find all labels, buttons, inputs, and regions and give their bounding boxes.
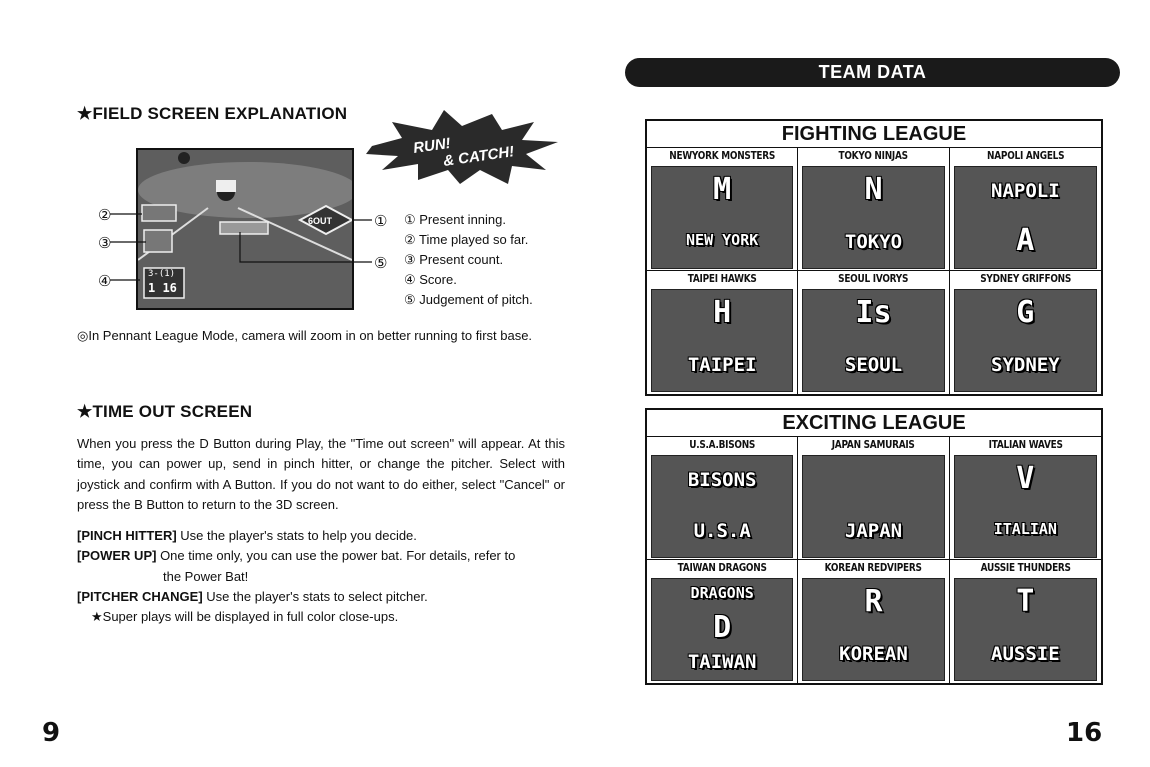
- team-name: JAPAN SAMURAIS: [832, 439, 915, 451]
- team-logo-text: U.S.A: [693, 519, 751, 542]
- team-name: NAPOLI ANGELS: [986, 150, 1064, 162]
- def-power-up: [77, 546, 567, 566]
- team-logo-text: SEOUL: [844, 353, 903, 376]
- legend-item: ② Time played so far.: [404, 232, 529, 247]
- team-grid: [647, 148, 1101, 394]
- def-text: Use the player's stats to select pitcher.: [202, 588, 428, 604]
- team-logo: [651, 289, 793, 392]
- timeout-options: [77, 526, 567, 627]
- callout-4: ④: [98, 273, 112, 290]
- def-pitcher-change: [77, 587, 567, 607]
- run-catch-burst: [362, 108, 560, 186]
- team-logo: [802, 166, 944, 269]
- team-name: SEOUL IVORYS: [838, 273, 909, 285]
- team-cell: [798, 271, 949, 394]
- team-cell: [647, 560, 798, 683]
- field-screen-heading: ★FIELD SCREEN EXPLANATION: [77, 104, 348, 123]
- burst-line2: & CATCH!: [442, 143, 516, 170]
- team-cell: [798, 148, 949, 271]
- league-title: EXCITING LEAGUE: [647, 410, 1101, 437]
- legend-item: ③ Present count.: [404, 252, 504, 267]
- team-logo-text: ITALIAN: [993, 519, 1057, 538]
- team-cell: [950, 271, 1101, 394]
- super-plays-note: ★Super plays will be displayed in full color close-ups.: [91, 609, 399, 625]
- legend-item: ④ Score.: [404, 272, 457, 287]
- league-title: FIGHTING LEAGUE: [647, 121, 1101, 148]
- team-name: KOREAN REDVIPERS: [824, 562, 923, 574]
- count-indicator: 3-(1): [148, 269, 176, 279]
- team-name: ITALIAN WAVES: [988, 439, 1063, 451]
- team-logo-text: TAIWAN: [687, 651, 757, 674]
- team-logo-text: R: [864, 584, 883, 620]
- team-logo-text: NAPOLI: [991, 180, 1060, 203]
- team-logo: [954, 455, 1097, 558]
- team-grid: [647, 437, 1101, 683]
- team-name: U.S.A.BISONS: [689, 439, 756, 451]
- def-term: [POWER UP]: [77, 548, 157, 564]
- score-indicator: 1 16: [148, 281, 177, 295]
- team-logo-text: T: [1016, 584, 1035, 620]
- team-logo-text: KOREAN: [839, 642, 908, 665]
- team-logo: [954, 578, 1097, 681]
- timeout-body: When you press the D Button during Play, the "Time out screen" will appear. At this time, you can power up, send in pinch hitter, or change the pitcher. Select with joystick and confirm with A Button. If you do not want to do either, select "Cancel" or press the B Button to return to the 3D screen.: [77, 436, 565, 512]
- legend-item: ⑤ Judgement of pitch.: [404, 292, 533, 307]
- team-logo-text: M: [713, 172, 732, 208]
- team-cell: [950, 437, 1101, 560]
- burst-line1: RUN!: [412, 134, 452, 157]
- team-name: TAIPEI HAWKS: [687, 273, 757, 285]
- team-name: TAIWAN DRAGONS: [677, 562, 767, 574]
- def-pinch-hitter: [77, 526, 567, 546]
- page-number-right: 16: [1066, 718, 1103, 748]
- team-logo: [802, 578, 944, 681]
- team-cell: [798, 560, 949, 683]
- def-text: One time only, you can use the power bat. For details, refer to: [156, 548, 516, 564]
- team-logo-text: V: [1016, 461, 1035, 497]
- team-name: AUSSIE THUNDERS: [980, 562, 1071, 574]
- team-logo-text: DRAGONS: [690, 583, 754, 602]
- team-cell: [950, 148, 1101, 271]
- team-logo: [954, 289, 1097, 392]
- team-logo-text: JAPAN: [844, 519, 903, 542]
- team-name: SYDNEY GRIFFONS: [979, 273, 1071, 285]
- team-logo: [802, 455, 944, 558]
- team-cell: [647, 437, 798, 560]
- team-name: NEWYORK MONSTERS: [669, 150, 776, 162]
- field-legend: [404, 210, 533, 310]
- league-fighting: [645, 119, 1103, 396]
- team-cell: [950, 560, 1101, 683]
- team-logo: [651, 578, 793, 681]
- team-logo: [651, 166, 793, 269]
- team-logo-text: NEW YORK: [686, 230, 759, 249]
- callout-2: ②: [98, 207, 112, 224]
- callout-lines: [90, 200, 400, 300]
- inning-indicator: 6OUT: [308, 216, 333, 226]
- callout-5: ⑤: [374, 255, 388, 272]
- pennant-note: ◎In Pennant League Mode, camera will zoom in on better running to first base.: [77, 328, 533, 343]
- def-text: the Power Bat!: [163, 568, 249, 584]
- team-name: TOKYO NINJAS: [838, 150, 909, 162]
- team-logo-text: TOKYO: [844, 230, 903, 253]
- team-logo: [802, 289, 944, 392]
- legend-item: ① Present inning.: [404, 212, 506, 227]
- team-logo-text: G: [1016, 295, 1035, 331]
- team-logo-text: Is: [855, 295, 892, 331]
- team-logo-text: D: [713, 609, 732, 645]
- team-logo-text: H: [713, 295, 732, 331]
- def-term: [PITCHER CHANGE]: [77, 588, 203, 604]
- team-cell: [647, 148, 798, 271]
- team-logo: [954, 166, 1097, 269]
- callout-1: ①: [374, 213, 388, 230]
- callout-3: ③: [98, 235, 112, 252]
- team-logo-text: N: [864, 172, 883, 208]
- team-logo: [651, 455, 793, 558]
- team-logo-text: SYDNEY: [991, 353, 1060, 376]
- def-power-up-cont: [77, 567, 567, 587]
- team-logo-text: BISONS: [687, 469, 757, 492]
- team-logo-text: AUSSIE: [991, 642, 1060, 665]
- timeout-heading: ★TIME OUT SCREEN: [77, 402, 253, 421]
- league-exciting: [645, 408, 1103, 685]
- team-data-banner: TEAM DATA: [625, 58, 1120, 87]
- def-term: [PINCH HITTER]: [77, 528, 177, 543]
- team-cell: [647, 271, 798, 394]
- page-number-left: 9: [42, 718, 61, 748]
- team-logo-text: TAIPEI: [687, 353, 757, 376]
- team-cell: [798, 437, 949, 560]
- team-logo-text: A: [1016, 222, 1035, 258]
- def-text: Use the player's stats to help you decide.: [176, 528, 417, 543]
